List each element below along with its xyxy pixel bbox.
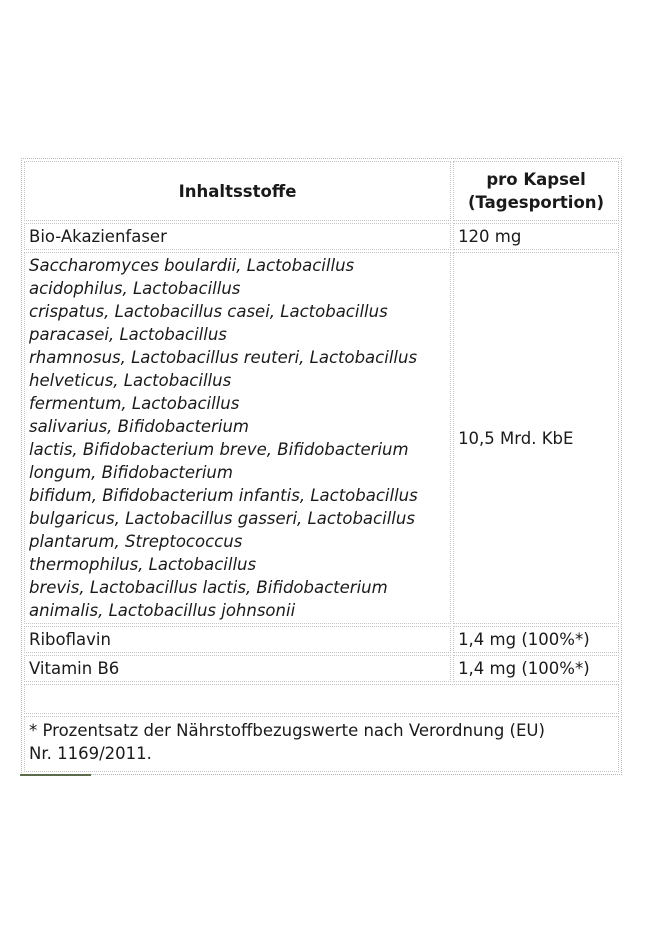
table-row [24,223,619,250]
ingredient-amount: 120 mg [453,223,619,250]
culture-line: brevis, Lactobacillus lactis, Bifidobacterium [29,578,388,597]
header-per-capsule-line2: (Tagesportion) [467,193,605,212]
culture-line: thermophilus, Lactobacillus [29,555,257,574]
ingredient-name: Vitamin B6 [24,655,451,682]
culture-line: plantarum, Streptococcus [29,532,243,551]
decorative-divider [20,774,91,776]
culture-line: longum, Bifidobacterium [29,463,233,482]
culture-line: lactis, Bifidobacterium breve, Bifidobacterium [29,440,409,459]
header-ingredients: Inhaltsstoffe [24,161,451,221]
culture-line: acidophilus, Lactobacillus [29,279,241,298]
footnote [24,716,619,772]
ingredient-amount: 1,4 mg (100%*) [453,626,619,653]
footnote-row [24,716,619,772]
ingredients-table [21,158,622,775]
ingredient-name-cultures [24,252,451,624]
culture-line: salivarius, Bifidobacterium [29,417,249,436]
culture-line: paracasei, Lactobacillus [29,325,227,344]
table-row [24,626,619,653]
culture-line: animalis, Lactobacillus johnsonii [29,601,296,620]
culture-line: helveticus, Lactobacillus [29,371,232,390]
ingredient-amount: 10,5 Mrd. KbE [453,252,619,624]
culture-line: crispatus, Lactobacillus casei, Lactobacillus [29,302,388,321]
culture-line: bifidum, Bifidobacterium infantis, Lactobacillus [29,486,418,505]
header-per-capsule-line1: pro Kapsel [486,170,586,189]
empty-cell [24,684,619,714]
empty-row [24,684,619,714]
footnote-line: Nr. 1169/2011. [29,744,152,763]
culture-line: rhamnosus, Lactobacillus reuteri, Lactobacillus [29,348,418,367]
culture-line: fermentum, Lactobacillus [29,394,240,413]
table-header-row [24,161,619,221]
ingredient-name: Bio-Akazienfaser [24,223,451,250]
culture-line: Saccharomyces boulardii, Lactobacillus [29,256,355,275]
table-row [24,252,619,624]
ingredient-amount: 1,4 mg (100%*) [453,655,619,682]
ingredient-name: Riboflavin [24,626,451,653]
footnote-line: * Prozentsatz der Nährstoffbezugswerte nach Verordnung (EU) [29,721,545,740]
culture-line: bulgaricus, Lactobacillus gasseri, Lactobacillus [29,509,415,528]
header-per-capsule [453,161,619,221]
table-row [24,655,619,682]
